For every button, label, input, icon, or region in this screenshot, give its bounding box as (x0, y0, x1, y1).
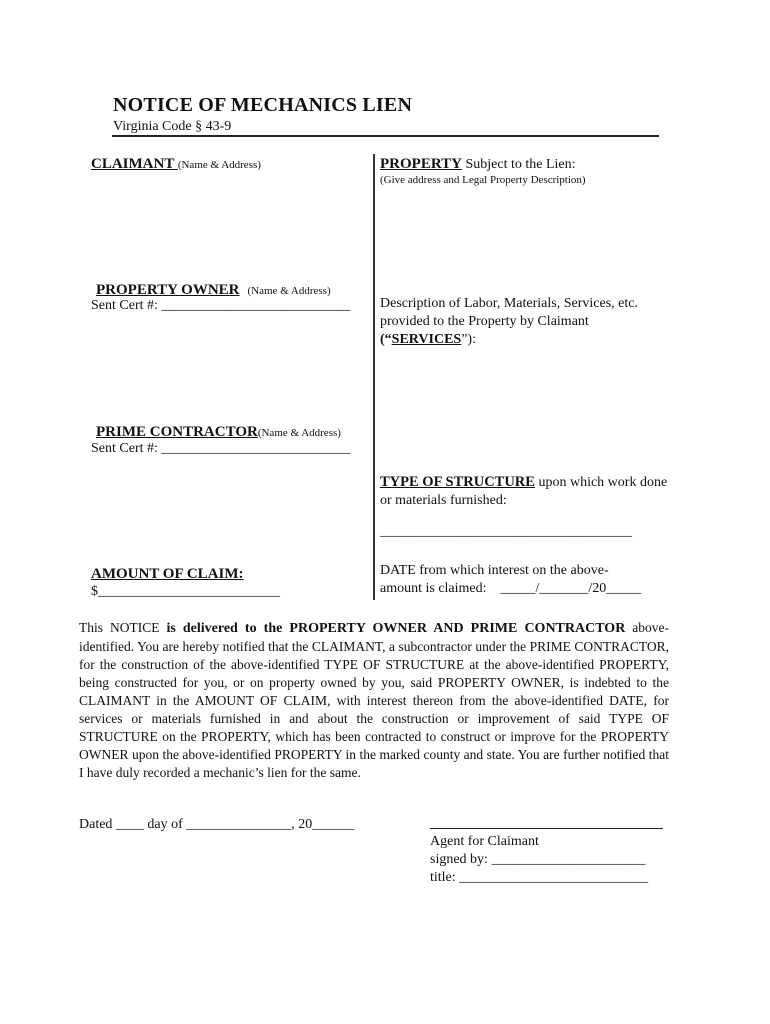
services-line-2: provided to the Property by Claimant (380, 314, 589, 329)
property-note: (Give address and Legal Property Description) (380, 174, 586, 186)
structure-label: TYPE OF STRUCTURE (380, 474, 535, 490)
structure-field[interactable]: ____________________________________ (380, 524, 632, 539)
title-field[interactable]: title: ___________________________ (430, 870, 649, 885)
claimant-heading (91, 155, 261, 173)
services-line-3 (380, 331, 670, 349)
amount-label: AMOUNT OF CLAIM: (91, 566, 244, 582)
column-divider (373, 154, 375, 600)
dated-field[interactable]: Dated ____ day of _______________, 20______ (79, 817, 355, 832)
notice-bold: is delivered to the PROPERTY OWNER AND PRIME CONTRACTOR (166, 621, 626, 636)
document-subtitle: Virginia Code § 43-9 (113, 119, 232, 134)
services-description (380, 295, 670, 349)
notice-lead: This NOTICE (79, 620, 167, 635)
notice-rest: above-identified. You are hereby notified that the CLAIMANT, a subcontractor under the PRIME CONTRACTOR, for the construction of the above-identified TYPE OF STRUCTURE at the above-identified PROPERTY, being constructed for you, or on property owned by you, said PROPERTY OWNER, is indebted to the CLAIMANT in the AMOUNT OF CLAIM, with interest thereon from the above-identified DATE, for services or materials furnished in and about the construction or improvement of said TYPE OF STRUCTURE on the PROPERTY, which has been contracted to construct or improve for the PROPERTY OWNER upon the above-identified PROPERTY in the marked county and state. You are further notified that I have duly recorded a mechanic’s lien for the same. (79, 620, 670, 780)
services-open: (“ (380, 332, 392, 347)
prime-label: PRIME CONTRACTOR (96, 424, 258, 440)
services-line-1: Description of Labor, Materials, Services, etc. (380, 296, 638, 311)
prime-note: (Name & Address) (257, 427, 341, 439)
prime-heading (96, 423, 341, 441)
interest-date-field[interactable]: amount is claimed: _____/_______/20_____ (380, 581, 642, 596)
property-heading (380, 155, 576, 174)
notice-body (79, 619, 669, 782)
services-close: ”): (461, 332, 476, 347)
structure-text: upon which work done or materials furnished: (380, 475, 668, 508)
title-divider (112, 135, 659, 137)
document-title: NOTICE OF MECHANICS LIEN (113, 94, 413, 116)
signature-line[interactable] (430, 828, 663, 829)
interest-date-block (380, 562, 670, 598)
prime-cert-field[interactable]: Sent Cert #: ___________________________ (91, 441, 351, 456)
interest-date-line-1: DATE from which interest on the above- (380, 563, 609, 578)
owner-label: PROPERTY OWNER (96, 282, 240, 298)
amount-field[interactable]: $__________________________ (91, 584, 280, 599)
amount-heading (91, 565, 244, 583)
property-suffix: Subject to the Lien: (461, 157, 576, 172)
signed-by-field[interactable]: signed by: ______________________ (430, 852, 646, 867)
agent-label: Agent for Claimant (430, 834, 539, 849)
claimant-label: CLAIMANT (91, 156, 178, 172)
owner-cert-field[interactable]: Sent Cert #: ___________________________ (91, 298, 351, 313)
owner-note: (Name & Address) (247, 285, 331, 297)
services-label: SERVICES (391, 332, 462, 347)
claimant-note: (Name & Address) (177, 159, 261, 171)
structure-block (380, 473, 670, 510)
property-label: PROPERTY (380, 156, 462, 172)
